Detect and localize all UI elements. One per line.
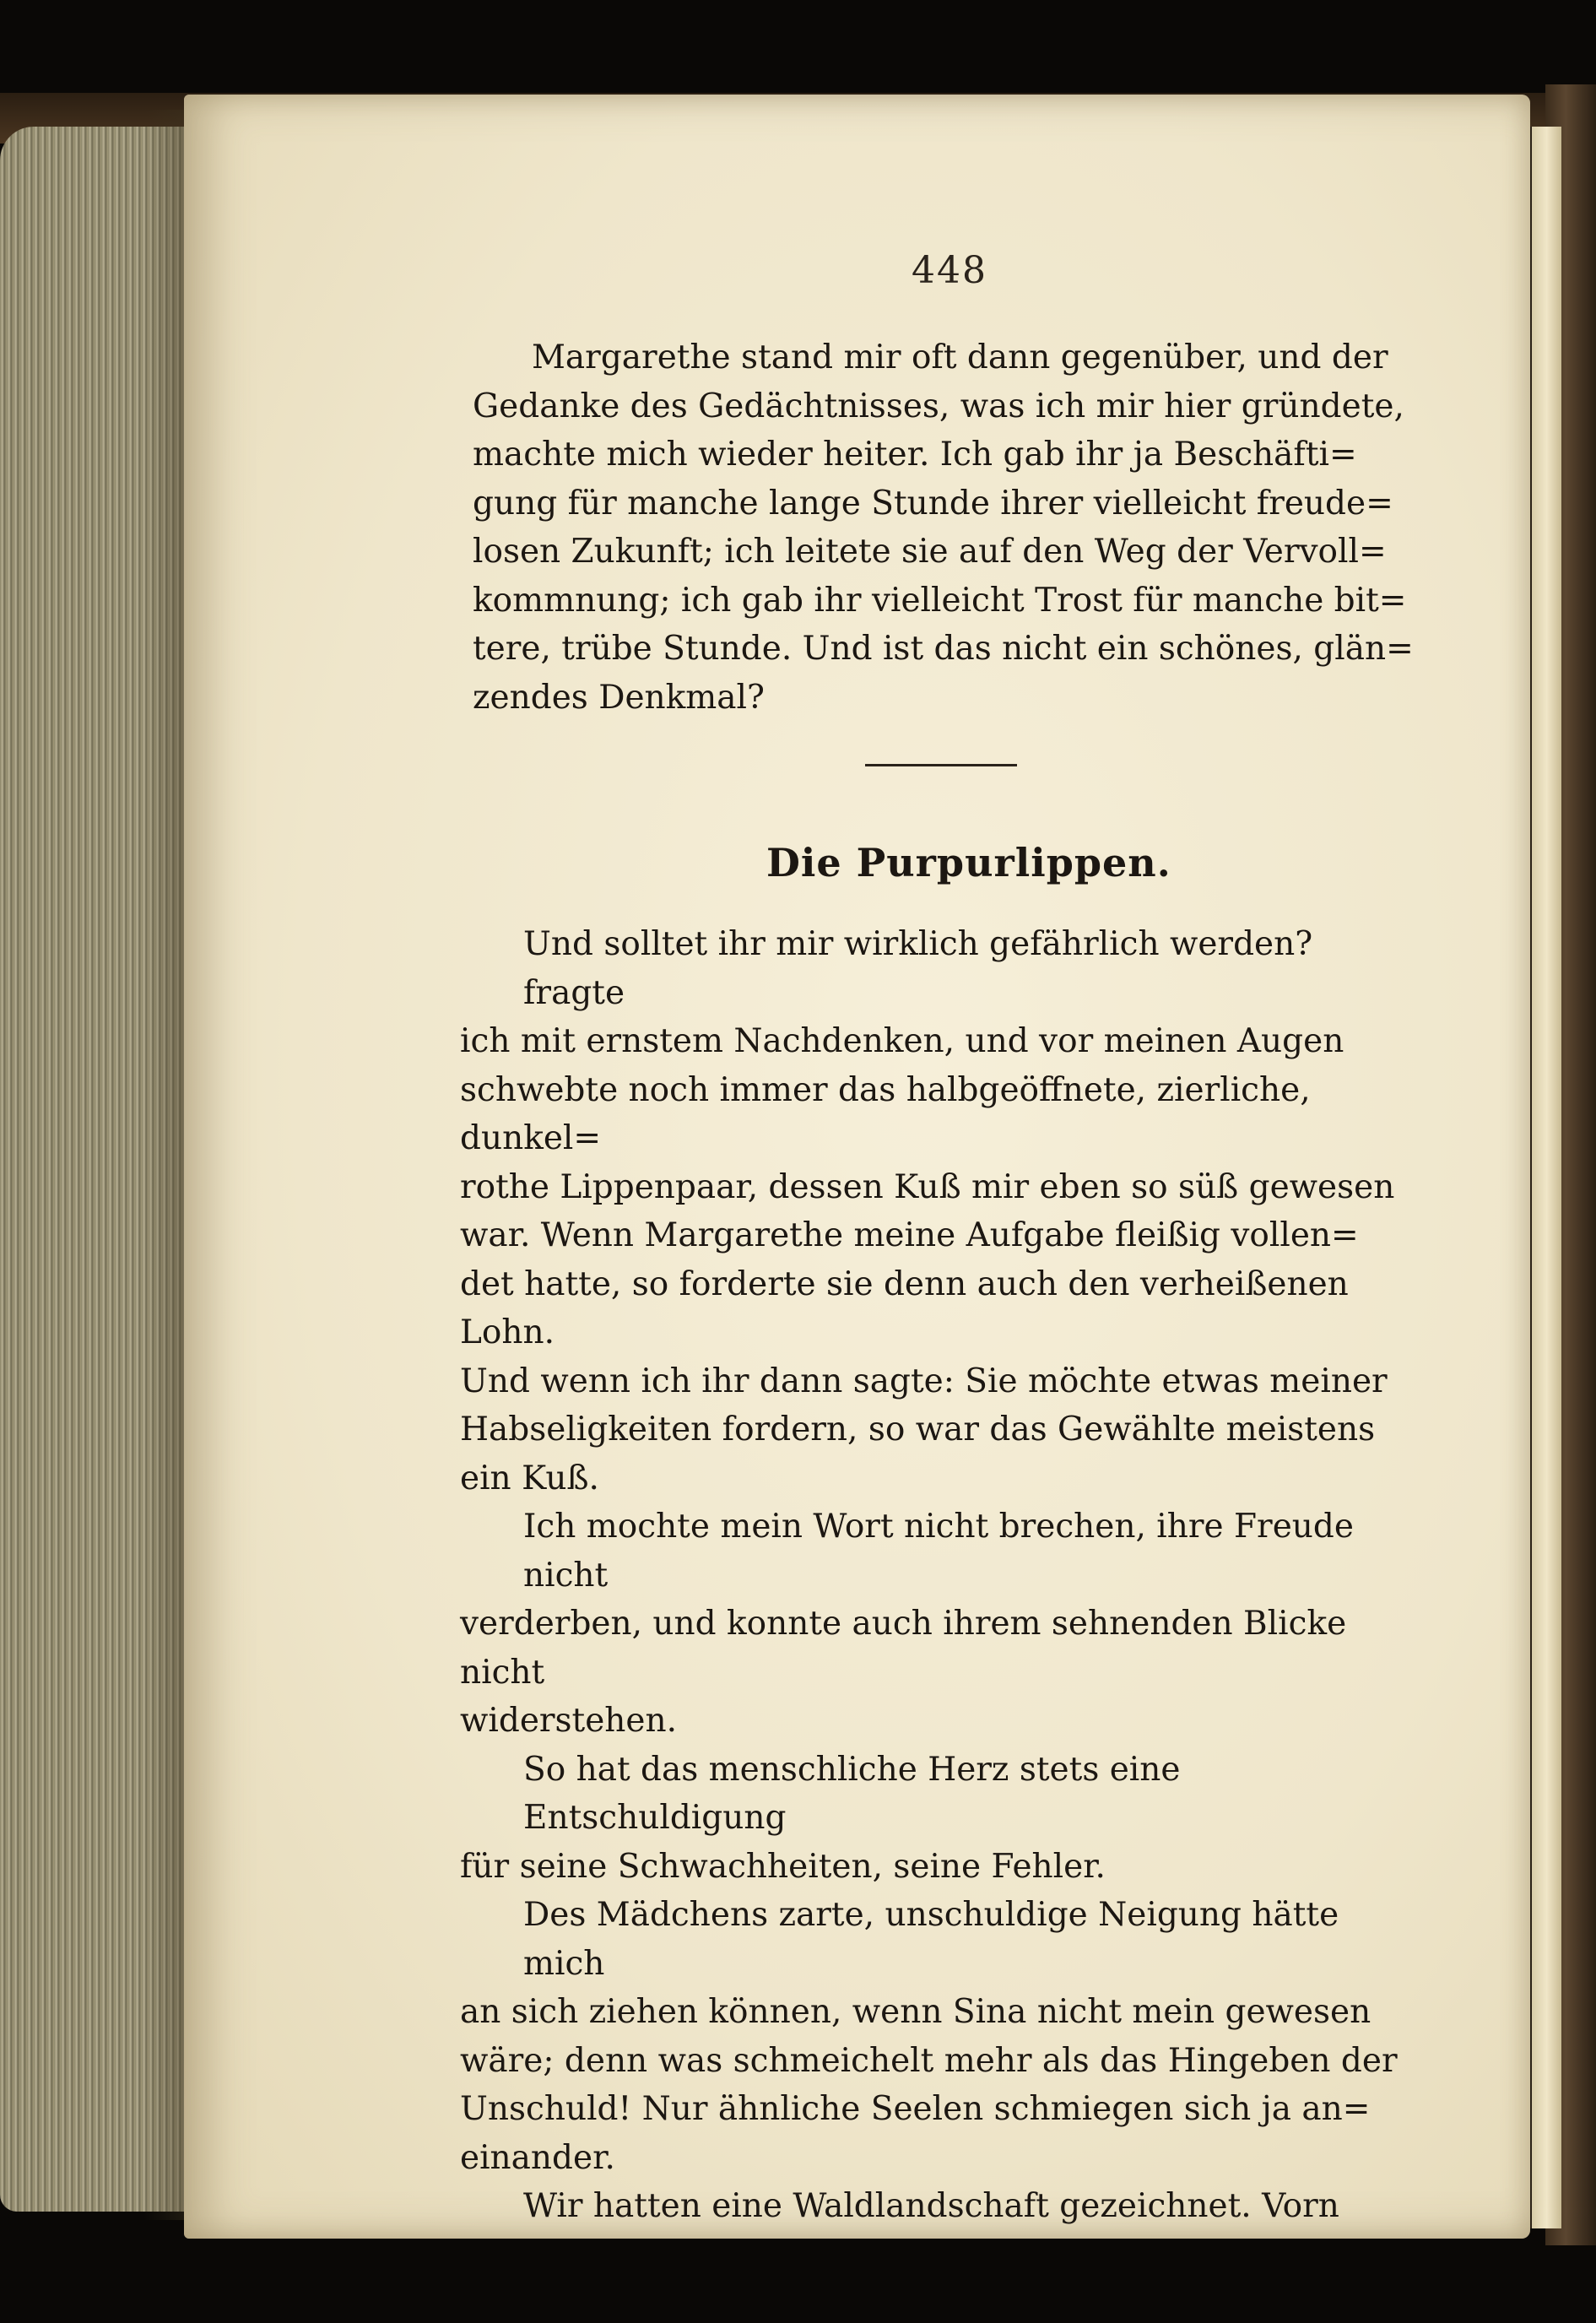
- text-line: rothe Lippenpaar, dessen Kuß mir eben so süß gewesen: [460, 1167, 1395, 1206]
- text-line: losen Zukunft; ich leitete sie auf den Weg der Vervoll=: [473, 533, 1387, 571]
- text-line: tere, trübe Stunde. Und ist das nicht ein schönes, glän=: [473, 630, 1414, 668]
- section-body: [460, 920, 1414, 2231]
- section-title: Die Purpurlippen.: [766, 840, 1171, 885]
- text-line: machte mich wieder heiter. Ich gab ihr ja Beschäfti=: [473, 436, 1357, 474]
- text-line: Ich mochte mein Wort nicht brechen, ihre Freude nicht: [523, 1508, 1354, 1595]
- text-line: Des Mädchens zarte, unschuldige Neigung hätte mich: [523, 1896, 1339, 1983]
- text-line: an sich ziehen können, wenn Sina nicht mein gewesen: [460, 1993, 1371, 2031]
- paragraph-3: [460, 1503, 1414, 1746]
- text-line: Und wenn ich ihr dann sagte: Sie möchte etwas meiner: [460, 1362, 1388, 1400]
- text-line: verderben, und konnte auch ihrem sehnenden Blicke nicht: [460, 1605, 1347, 1692]
- text-line: So hat das menschliche Herz stets eine Entschuldigung: [523, 1750, 1181, 1837]
- text-line: Und solltet ihr mir wirklich gefährlich werden? fragte: [523, 925, 1313, 1012]
- text-line: det hatte, so forderte sie denn auch den verheißenen Lohn.: [460, 1264, 1349, 1351]
- text-line: zendes Denkmal?: [473, 678, 765, 717]
- text-line: Wir hatten eine Waldlandschaft gezeichnet. Vorn: [523, 2187, 1339, 2225]
- text-line: Habseligkeiten fordern, so war das Gewählte meistens: [460, 1411, 1376, 1448]
- page-number: 448: [912, 249, 987, 292]
- text-line: war. Wenn Margarethe meine Aufgabe fleißig vollen=: [460, 1216, 1359, 1254]
- text-line: ein Kuß.: [460, 1459, 599, 1497]
- page-edge-right: [1530, 127, 1561, 2228]
- paragraph-5: [460, 1891, 1414, 2182]
- text-line: Unschuld! Nur ähnliche Seelen schmiegen sich ja an=: [460, 2090, 1371, 2128]
- paragraph-1: [473, 333, 1418, 722]
- section-divider: [865, 764, 1017, 766]
- paragraph-4: [460, 1746, 1414, 1892]
- paragraph-6: [460, 2182, 1414, 2231]
- text-line: für seine Schwachheiten, seine Fehler.: [460, 1847, 1106, 1886]
- paragraph-2: [460, 920, 1414, 1503]
- text-line: schwebte noch immer das halbgeöffnete, zierliche, dunkel=: [460, 1070, 1311, 1157]
- text-line: widerstehen.: [460, 1702, 678, 1740]
- text-line: einander.: [460, 2138, 615, 2177]
- text-line: ich mit ernstem Nachdenken, und vor meinen Augen: [460, 1022, 1344, 1060]
- text-line: gung für manche lange Stunde ihrer vielleicht freude=: [473, 484, 1393, 523]
- text-line: Gedanke des Gedächtnisses, was ich mir hier gründete,: [473, 387, 1404, 425]
- text-line: wäre; denn was schmeichelt mehr als das Hingeben der: [460, 2041, 1398, 2080]
- text-line: kommnung; ich gab ihr vielleicht Trost für manche bit=: [473, 581, 1407, 620]
- text-line: Margarethe stand mir oft dann gegenüber, und der: [532, 338, 1388, 376]
